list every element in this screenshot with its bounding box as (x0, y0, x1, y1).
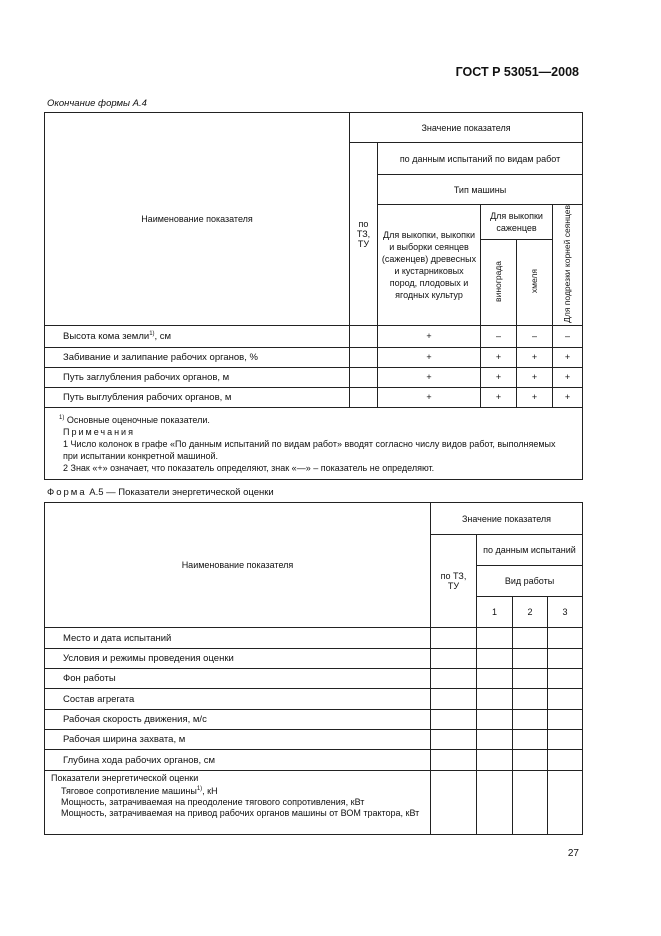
col-header-2: 2 (513, 597, 548, 628)
table-row: Путь заглубления рабочих органов, м + + + + (45, 367, 583, 387)
col-header-name: Наименование показателя (45, 503, 431, 628)
col-header-1: 1 (477, 597, 513, 628)
col-header-value: Значение показателя (431, 503, 583, 535)
footnote: $^{1)}$ Основные оценочные показатели. (59, 415, 210, 426)
table-a5 (44, 502, 583, 835)
notes-title: Примечания (63, 427, 135, 438)
table-a5-caption: Форма А.5 — Показатели энергетической оценки (47, 487, 274, 498)
table-row: Глубина хода рабочих органов, см (45, 750, 583, 771)
col-header-by-tests: по данным испытаний (477, 535, 583, 566)
table-a4-caption: Окончание формы А.4 (47, 98, 147, 109)
table-row (45, 771, 583, 835)
col-header-grape: винограда (492, 260, 503, 302)
standard-number: ГОСТ Р 53051—2008 (455, 65, 579, 79)
col-header-machine-type: Тип машины (378, 175, 583, 205)
table-row: Забивание и залипание рабочих органов, % + + + + (45, 347, 583, 367)
note-2: 2 Знак «+» означает, что показатель определяют, знак «—» – показатель не определяют. (63, 463, 435, 474)
page-number: 27 (567, 848, 579, 859)
col-header-grape-cell (481, 239, 517, 325)
col-header-tz: по ТЗ, ТУ (350, 143, 378, 326)
table-row: Фон работы (45, 669, 583, 689)
col-header-roots-cell (553, 205, 583, 326)
table-row: Состав агрегата (45, 689, 583, 710)
col-header-roots: Для подрезки корней сеянцев (561, 205, 572, 323)
table-row: Рабочая скорость движения, м/с (45, 710, 583, 730)
col-header-dig: Для выкопки, выкопки и выборки сеянцев (саженцев) древесных и кустарниковых пород, плодовых и ягодных культур (378, 205, 481, 326)
table-row: Путь выглубления рабочих органов, м + + + + (45, 387, 583, 407)
col-header-saplings: Для выкопки саженцев (481, 205, 553, 240)
energy-indicators-cell: Показатели энергетической оценки Тяговое сопротивление машины$^{1)}$, кН Мощность, затрачиваемая на преодоление тягового сопротивления, кВт Мощность, затрачиваемая на привод рабочих органов машины от ВОМ трактора, кВт (45, 771, 431, 835)
col-header-name: Наименование показателя (45, 113, 350, 326)
col-header-work-type: Вид работы (477, 566, 583, 597)
col-header-value: Значение показателя (350, 113, 583, 143)
note-1: 1 Число колонок в графе «По данным испытаний по видам работ» вводят согласно числу видов работ, выполняемых при испытании конкретной машиной. (63, 439, 556, 462)
table-a4-notes (45, 407, 583, 479)
table-row: Условия и режимы проведения оценки (45, 649, 583, 669)
col-header-tz: по ТЗ, ТУ (431, 535, 477, 628)
table-a4 (44, 112, 583, 480)
col-header-3: 3 (548, 597, 583, 628)
table-row: Высота кома земли$^{1)}$, см + – – – (45, 325, 583, 347)
table-row: Рабочая ширина захвата, м (45, 730, 583, 750)
col-header-by-tests: по данным испытаний по видам работ (378, 143, 583, 175)
col-header-hops-cell (517, 239, 553, 325)
table-row: Место и дата испытаний (45, 628, 583, 649)
col-header-hops: хмеля (528, 269, 539, 294)
